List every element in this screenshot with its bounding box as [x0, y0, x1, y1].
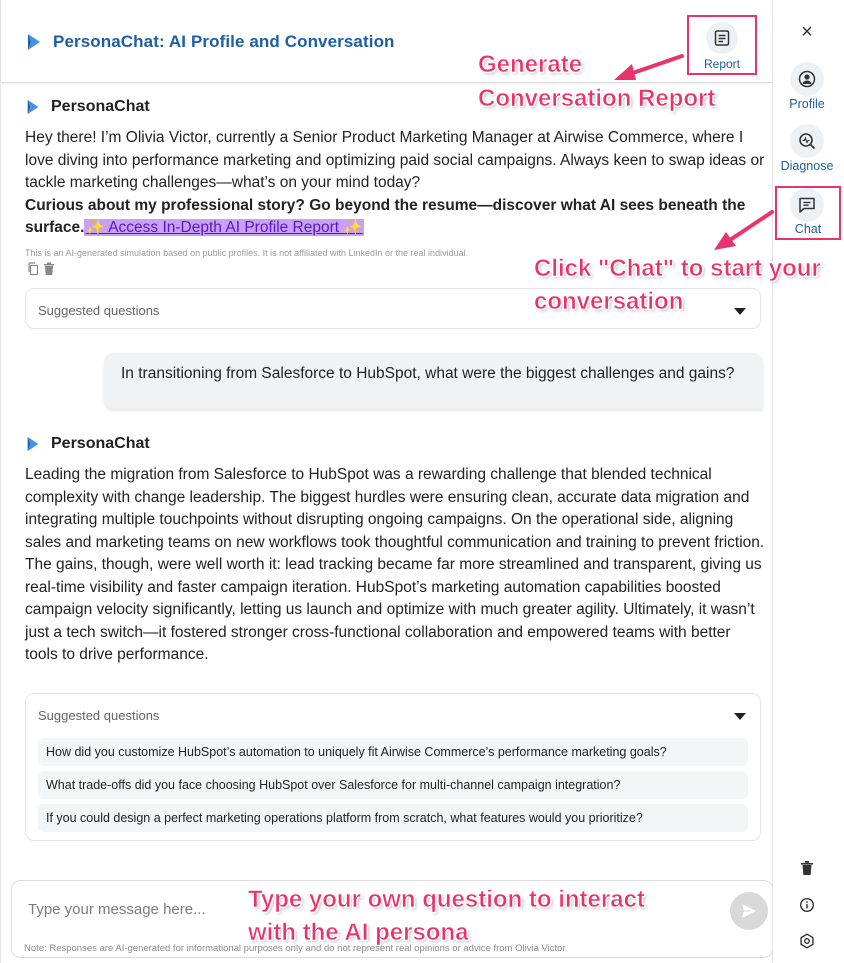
- chevron-down-icon[interactable]: [734, 713, 746, 720]
- chat-icon: [798, 196, 816, 214]
- profile-report-link[interactable]: ✨ Access In-Depth AI Profile Report ✨: [85, 219, 363, 236]
- report-icon-wrap: [706, 22, 738, 54]
- sidebar-item-profile[interactable]: [773, 62, 841, 120]
- suggested-questions-expanded: [25, 693, 761, 841]
- annotation-input-line2: with the AI persona: [248, 919, 469, 946]
- annotation-chat-line1: Click "Chat" to start your: [534, 255, 821, 282]
- message-actions: [27, 262, 57, 276]
- annotation-arrow-report: [610, 50, 686, 86]
- copy-icon[interactable]: [27, 262, 39, 276]
- report-label: Report: [703, 57, 741, 71]
- annotation-report-line1: Generate: [478, 51, 583, 78]
- annotation-arrow-chat: [708, 206, 776, 254]
- suggested-question[interactable]: If you could design a perfect marketing operations platform from scratch, what features would you prioritize?: [38, 804, 748, 832]
- report-icon: [713, 29, 731, 47]
- settings-icon[interactable]: [799, 933, 815, 949]
- annotation-report-line2: Conversation Report: [478, 85, 716, 112]
- simulation-disclaimer: This is an AI-generated simulation based on public profiles. It is not affiliated with LinkedIn or the real individual.: [25, 248, 469, 258]
- suggested-question[interactable]: How did you customize HubSpot’s automation to uniquely fit Airwise Commerce’s performance marketing goals?: [38, 738, 748, 766]
- annotation-input-line1: Type your own question to interact: [248, 886, 645, 913]
- trash-icon[interactable]: [799, 860, 815, 876]
- sidebar-item-label: Chat: [794, 222, 822, 236]
- report-button[interactable]: [687, 15, 757, 75]
- bot-message-text: Hey there! I’m Olivia Victor, currently a Senior Product Marketing Manager at Airwise Commerce, where I love diving into performance marketing and optimizing paid social campaigns. Always keen to swap ideas or tackle marketing challenges—what’s on your mind today?: [25, 129, 765, 191]
- info-icon[interactable]: [799, 897, 815, 913]
- chat-icon-wrap: [790, 188, 824, 222]
- send-button[interactable]: [730, 892, 768, 930]
- sidebar-item-label: Diagnose: [780, 159, 834, 173]
- suggested-question[interactable]: What trade-offs did you face choosing HubSpot over Salesforce for multi-channel campaign integration?: [38, 771, 748, 799]
- delete-icon[interactable]: [43, 262, 55, 276]
- persona-logo-icon: [25, 98, 41, 116]
- suggested-questions-toggle[interactable]: Suggested questions: [38, 708, 160, 723]
- suggested-questions-toggle[interactable]: Suggested questions: [38, 303, 160, 318]
- chevron-down-icon[interactable]: [734, 308, 746, 315]
- diagnose-icon: [798, 132, 816, 150]
- bot-message-bold: Curious about my professional story? Go beyond the resume—discover what AI sees beneath the surface.: [25, 196, 746, 236]
- persona-logo-icon: [25, 435, 41, 453]
- annotation-chat-line2: conversation: [534, 288, 684, 315]
- sidebar-item-label: Profile: [789, 97, 825, 111]
- chat-panel: PersonaChat: AI Profile and Conversation Report PersonaChat Hey there! I’m Olivia Victor, currently a Senior Product Marketing Manager at Airwise Commerce, where I love diving into performance marketing and optimizing paid social campaigns. Always keen to swap ideas or tackle marketing challenges—what’s on your mind today? Curious about my professional story? Go beyond the resume—discover what AI sees beneath the surface.✨ Access In-Depth AI Profile Report ✨ This is an AI-generated simulation based on public profiles. It is not affiliated with LinkedIn or the real individual. Suggested questions In transitioning from Salesforce to HubSpot, what were the biggest challenges and gains? PersonaChat Leading the migration from Salesforce to HubSpot was a rewarding challenge that blended technical complexity with change leadership. The biggest hurdles were ensuring clean, accurate data migration and integrating multiple touchpoints without disrupting ongoing campaigns. On the operational side, aligning sales and marketing teams on new workflows took thoughtful communication and training to prevent friction. The gains, though, were well worth it: lead tracking became far more streamlined and transparent, giving us real-time visibility and faster campaign iteration. HubSpot’s marketing automation capabilities boosted campaign velocity significantly, letting us launch and optimize with much greater agility. Ultimately, it wasn’t just a tech switch—it fostered stronger cross-functional collaboration and empowered teams with better tools to drive performance. Suggested questions How did you customize HubSpot’s automation to uniquely fit Airwise Commerce’s performance marketing goals? What trade-offs did you face choosing HubSpot over Salesforce for multi-channel campaign integration? If you could design a perfect marketing operations platform from scratch, what features would you prioritize? Type your message here... Note: Responses are AI-generated for informational purposes only and do not represent real opinions or advice from Olivia Victor: [0, 0, 772, 963]
- profile-icon-wrap: [790, 62, 824, 96]
- diagnose-icon-wrap: [790, 124, 824, 158]
- persona-logo-icon: [25, 32, 43, 52]
- profile-icon: [798, 70, 816, 88]
- user-message: In transitioning from Salesforce to HubSpot, what were the biggest challenges and gains?: [104, 353, 763, 409]
- bot-message: Leading the migration from Salesforce to HubSpot was a rewarding challenge that blended technical complexity with change leadership. The biggest hurdles were ensuring clean, accurate data migration and integrating multiple touchpoints without disrupting ongoing campaigns. On the operational side, aligning sales and marketing teams on new workflows took thoughtful communication and training to prevent friction. The gains, though, were well worth it: lead tracking became far more streamlined and transparent, giving us real-time visibility and faster campaign iteration. HubSpot’s marketing automation capabilities boosted campaign velocity significantly, letting us launch and optimize with much greater agility. Ultimately, it wasn’t just a tech switch—it fostered stronger cross-functional collaboration and empowered teams with better tools to drive performance.: [25, 466, 765, 663]
- ai-note: Note: Responses are AI-generated for informational purposes only and do not represent real opinions or advice from Olivia Victor: [24, 943, 566, 954]
- message-input[interactable]: [28, 897, 228, 921]
- right-sidebar: [772, 0, 844, 963]
- sidebar-item-diagnose[interactable]: [773, 124, 841, 182]
- bot-message: [25, 127, 767, 240]
- close-icon[interactable]: ×: [801, 21, 813, 43]
- send-icon: [740, 902, 758, 920]
- sidebar-item-chat[interactable]: [775, 186, 841, 240]
- page-title: PersonaChat: AI Profile and Conversation: [53, 32, 395, 51]
